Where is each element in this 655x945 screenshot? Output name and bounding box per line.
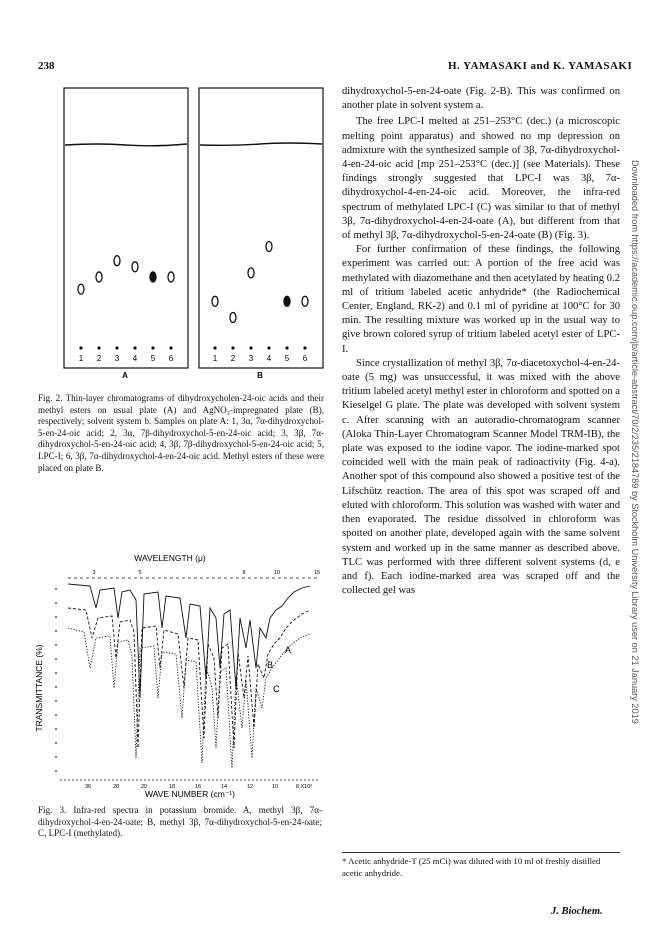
plate-b-spot	[266, 242, 272, 252]
paragraph-3: For further confirmation of these findings, the following experiment was carried out: A portion of the free acid was methylated with diazomethane and then acetylated by heating 0.2 ml of tritium labeled acetic anhydride* (the Radiochemical Center, England, RK-2) and 0.1 ml of pyridine at 100°C for 30 min. The resulting mixture was worked up in the usual way to give brown colored syrup of tritium labeled acetyl ester of LPC-I.	[342, 244, 620, 355]
plate-b-spot	[302, 296, 308, 306]
plate-a-origin-dot	[79, 346, 82, 349]
curve-label-b: B	[267, 660, 274, 670]
plate-b	[199, 88, 323, 380]
plate-b-origin-dot	[249, 346, 252, 349]
plate-a-origin-dot	[115, 346, 118, 349]
plate-a	[64, 88, 188, 380]
download-side-note: Downloaded from https://academic.oup.com/jb/article-abstract/70/2/235/2184789 by Stockholm University Library user on 21 January 2019	[630, 160, 640, 724]
fig3-caption: Fig. 3. Infra-red spectra in potassium bromide. A, methyl 3β, 7α-dihydroxychol-4-en-24-oate; B, methyl 3β, 7α-dihydroxychol-5-en-24-oate; C, LPC-I (methylated).	[38, 805, 322, 839]
footnote: * Acetic anhydride-T (25 mCi) was diluted with 10 ml of freshly distilled acetic anhydride.	[342, 856, 601, 878]
plate-b-spot	[212, 296, 218, 306]
plate-b-lane-label: 4	[266, 354, 272, 363]
plate-b-origin-dot	[303, 346, 306, 349]
plate-b-spot	[248, 268, 254, 278]
journal-name: J. Biochem.	[551, 906, 603, 917]
plate-a-solvent-front	[65, 144, 187, 146]
body-text	[342, 85, 620, 598]
top-tick-label: 15	[313, 570, 321, 576]
plate-a-frame	[64, 88, 188, 368]
fig3-curves	[68, 584, 310, 768]
bottom-tick-label: 28	[112, 784, 120, 790]
top-tick-label: 5	[138, 570, 142, 576]
plate-b-origin-dot	[285, 346, 288, 349]
plate-b-lane-label: 3	[248, 354, 254, 363]
footnote-rule	[342, 852, 620, 853]
plate-a-lane-label: 5	[150, 354, 156, 363]
fig3-ir-spectra	[30, 548, 332, 798]
fig3-top-ticks	[92, 570, 320, 576]
paragraph-4: Since crystallization of methyl 3β, 7α-diacetoxychol-4-en-24-oate (5 mg) was unsuccessful, it was mixed with the above tritium labeled acetyl methyl ester in chloroform and spotted on a Kieselgel G plate. The plate was developed with solvent system c. After scanning with an autoradio-chromatogram scanner (Aloka Thin-Layer Chromatogram Scanner Model TRM-IB), the plate was exposed to the iodine vapor. The iodine-marked spot coincided well with the main peak of radioactivity (Fig. 4-a). Another spot of this compound also showed a positive test of the Lifschütz reaction. The area of this spot was scraped off and eluted with chloroform. This solution was washed with water and then evaporated. The residue dissolved in chloroform was spotted on another plate, developed again with the same solvent system and worked up in the same manner as described above. TLC was performed with three different solvent systems (d, e and f). Each iodine-marked area was scraped off and the collected gel was	[342, 357, 620, 597]
fig2-caption: Fig. 2. Thin-layer chromatograms of dihydroxycholen-24-oic acids and their methyl esters on usual plate (A) and AgNO₃-impregnated plate (B), respectively; solvent system b. Samples on plate A: 1, 3α, 7α-dihydroxychol-5-en-24-oic acid; 2, 3α, 7β-dihydroxychol-5-en-24-oic acid; 3, 3β, 7α-dihydroxychol-5-en-24-oic acid; 4, 3β, 7β-dihydroxychol-5-en-24-oic acid; 5, LPC-I; 6, 3β, 7α-dihydroxychol-4-en-24-oic acid. Methyl esters of these were placed on plate B.	[38, 393, 324, 473]
plate-b-origin-dot	[267, 346, 270, 349]
ir-curve-b	[68, 608, 310, 748]
bottom-tick-label: 12	[246, 784, 254, 790]
page-number: 238	[38, 60, 55, 72]
plate-a-origin-dot	[133, 346, 136, 349]
plate-a-spot	[150, 272, 156, 282]
bottom-tick-label: 36	[84, 784, 92, 790]
bottom-tick-label: 18	[168, 784, 176, 790]
fig3-x-label: WAVE NUMBER (cm⁻¹)	[145, 789, 235, 798]
plate-b-lane-label: 5	[284, 354, 290, 363]
plate-b-lane-label: 6	[302, 354, 308, 363]
plate-a-label: A	[122, 371, 128, 380]
plate-a-lane-label: 1	[78, 354, 84, 363]
plate-a-spot	[132, 262, 138, 272]
paragraph-1: dihydroxychol-5-en-24-oate (Fig. 2-B). This was confirmed on another plate in solvent system a.	[342, 86, 620, 112]
plate-b-solvent-front	[200, 143, 322, 145]
plate-b-frame	[199, 88, 323, 368]
bottom-tick-label: 8 X10²	[295, 784, 313, 790]
running-header-authors: H. YAMASAKI and K. YAMASAKI	[448, 60, 633, 72]
top-tick-label: 8	[242, 570, 246, 576]
plate-b-lane-label: 2	[230, 354, 236, 363]
plate-b-label: B	[257, 371, 263, 380]
plate-a-spot	[96, 272, 102, 282]
plate-b-origin-dot	[213, 346, 216, 349]
fig2-chromatograms	[38, 86, 338, 386]
plate-b-origin-dot	[231, 346, 234, 349]
top-tick-label: 3	[92, 570, 96, 576]
fig3-top-axis-label: WAVELENGTH (μ)	[134, 553, 206, 563]
curve-label-a: A	[285, 645, 292, 655]
plate-a-origin-dot	[97, 346, 100, 349]
paragraph-2: The free LPC-I melted at 251–253°C (dec.) (a microscopic melting point apparatus) and showed no mp depression on admixture with the synthesized sample of 3β, 7α-dihydroxychol-4-en-24-oic acid [mp 251–253°C (dec.)] (see Materials). These findings strongly suggested that LPC-I was 3β, 7α-dihydroxychol-4-en-24-oic acid. Moreover, the infra-red spectrum of methylated LPC-I (C) was similar to that of methyl 3β, 7α-dihydroxychol-4-en-24-oate (A), but different from that of methyl 3β, 7α-dihydroxychol-5-en-24-oate (B) (Fig. 3).	[342, 116, 620, 242]
plate-b-spot	[284, 296, 290, 306]
fig3-y-label: TRANSMITTANCE (%)	[34, 644, 44, 732]
plate-a-lane-label: 6	[168, 354, 174, 363]
plate-a-lane-label: 2	[96, 354, 102, 363]
bottom-tick-label: 20	[140, 784, 148, 790]
ir-curve-a	[68, 584, 310, 698]
plate-a-spot	[114, 256, 120, 266]
bottom-tick-label: 14	[220, 784, 228, 790]
plate-b-lane-label: 1	[212, 354, 218, 363]
plate-a-spot	[168, 272, 174, 282]
bottom-tick-label: 16	[194, 784, 202, 790]
plate-a-spot	[78, 284, 84, 294]
plate-a-origin-dot	[151, 346, 154, 349]
plate-a-lane-label: 4	[132, 354, 138, 363]
top-tick-label: 10	[273, 570, 281, 576]
curve-label-c: C	[273, 684, 280, 694]
plate-b-spot	[230, 313, 236, 323]
plate-a-lane-label: 3	[114, 354, 120, 363]
plate-a-origin-dot	[169, 346, 172, 349]
ir-curve-c	[68, 628, 310, 768]
bottom-tick-label: 10	[271, 784, 279, 790]
